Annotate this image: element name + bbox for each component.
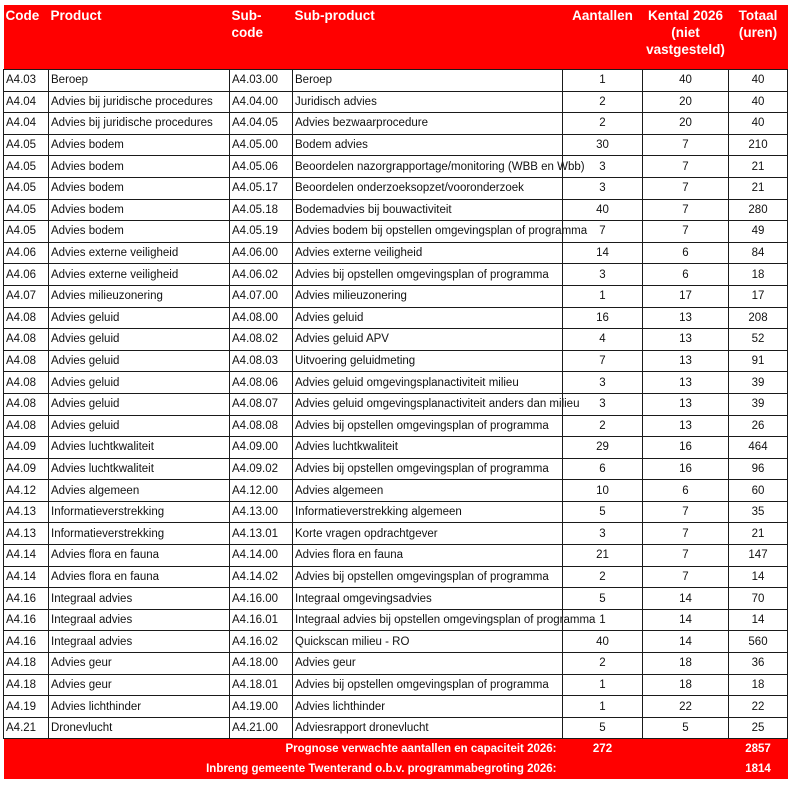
cell-totaal: 147	[729, 545, 788, 567]
cell-subproduct: Bodemadvies bij bouwactiviteit	[293, 199, 563, 221]
cell-aantallen: 2	[563, 415, 643, 437]
cell-aantallen: 2	[563, 113, 643, 135]
cell-totaal: 21	[729, 523, 788, 545]
cell-aantallen: 7	[563, 350, 643, 372]
cell-product: Advies geluid	[49, 350, 230, 372]
cell-subproduct: Uitvoering geluidmeting	[293, 350, 563, 372]
cell-subproduct: Advies geluid omgevingsplanactiviteit milieu	[293, 372, 563, 394]
cell-subcode: A4.05.17	[230, 177, 293, 199]
cell-code: A4.06	[4, 264, 49, 286]
cell-kental: 5	[643, 717, 729, 739]
cell-kental: 7	[643, 134, 729, 156]
table-row	[4, 393, 788, 415]
cell-totaal: 91	[729, 350, 788, 372]
cell-totaal: 208	[729, 307, 788, 329]
cell-aantallen: 2	[563, 653, 643, 675]
table-row	[4, 545, 788, 567]
table-row	[4, 631, 788, 653]
cell-subproduct: Advies bij opstellen omgevingsplan of programma	[293, 566, 563, 588]
cell-kental: 7	[643, 566, 729, 588]
cell-product: Advies luchtkwaliteit	[49, 437, 230, 459]
cell-code: A4.05	[4, 156, 49, 178]
cell-subcode: A4.12.00	[230, 480, 293, 502]
cell-subcode: A4.16.01	[230, 609, 293, 631]
cell-product: Advies algemeen	[49, 480, 230, 502]
cell-code: A4.05	[4, 199, 49, 221]
cell-kental: 40	[643, 70, 729, 92]
cell-subcode: A4.19.00	[230, 696, 293, 718]
cell-subcode: A4.08.02	[230, 329, 293, 351]
cell-aantallen: 3	[563, 156, 643, 178]
cell-subproduct: Advies luchtkwaliteit	[293, 437, 563, 459]
cell-subcode: A4.14.02	[230, 566, 293, 588]
inbreng-label: Inbreng gemeente Twenterand o.b.v. programmabegroting 2026:	[4, 759, 563, 779]
cell-subcode: A4.05.00	[230, 134, 293, 156]
cell-kental: 18	[643, 674, 729, 696]
cell-subproduct: Bodem advies	[293, 134, 563, 156]
cell-aantallen: 40	[563, 631, 643, 653]
prognose-spacer	[643, 739, 729, 760]
cell-aantallen: 3	[563, 264, 643, 286]
cell-totaal: 25	[729, 717, 788, 739]
table-row	[4, 717, 788, 739]
cell-totaal: 18	[729, 264, 788, 286]
inbreng-totaal: 1814	[729, 759, 788, 779]
cell-subproduct: Advies milieuzonering	[293, 285, 563, 307]
cell-aantallen: 1	[563, 70, 643, 92]
cell-product: Advies geur	[49, 674, 230, 696]
cell-product: Advies bij juridische procedures	[49, 91, 230, 113]
cell-kental: 13	[643, 372, 729, 394]
table-row	[4, 653, 788, 675]
cell-product: Advies externe veiligheid	[49, 242, 230, 264]
cell-product: Advies bodem	[49, 177, 230, 199]
table-row	[4, 264, 788, 286]
cell-kental: 7	[643, 221, 729, 243]
cell-subproduct: Advies bij opstellen omgevingsplan of programma	[293, 264, 563, 286]
cell-subcode: A4.05.06	[230, 156, 293, 178]
cell-subcode: A4.08.07	[230, 393, 293, 415]
cell-subcode: A4.03.00	[230, 70, 293, 92]
table-row	[4, 134, 788, 156]
cell-kental: 20	[643, 113, 729, 135]
cell-totaal: 280	[729, 199, 788, 221]
cell-subcode: A4.16.02	[230, 631, 293, 653]
cell-code: A4.09	[4, 437, 49, 459]
cell-product: Advies flora en fauna	[49, 566, 230, 588]
header-kental: Kental 2026 (niet vastgesteld)	[643, 5, 729, 70]
cell-code: A4.08	[4, 350, 49, 372]
cell-product: Advies geur	[49, 653, 230, 675]
cell-subproduct: Juridisch advies	[293, 91, 563, 113]
table-row	[4, 415, 788, 437]
cell-totaal: 26	[729, 415, 788, 437]
cell-aantallen: 10	[563, 480, 643, 502]
cell-code: A4.12	[4, 480, 49, 502]
header-subcode: Sub-code	[230, 5, 293, 70]
cell-code: A4.18	[4, 674, 49, 696]
table-row	[4, 91, 788, 113]
cell-subcode: A4.05.19	[230, 221, 293, 243]
cell-aantallen: 30	[563, 134, 643, 156]
cell-totaal: 22	[729, 696, 788, 718]
cell-product: Advies bij juridische procedures	[49, 113, 230, 135]
table-row	[4, 242, 788, 264]
cell-totaal: 40	[729, 70, 788, 92]
cell-aantallen: 1	[563, 696, 643, 718]
cell-subproduct: Advies bezwaarprocedure	[293, 113, 563, 135]
header-product: Product	[49, 5, 230, 70]
cell-aantallen: 16	[563, 307, 643, 329]
cell-kental: 13	[643, 393, 729, 415]
table-row	[4, 199, 788, 221]
cell-subcode: A4.18.00	[230, 653, 293, 675]
cell-aantallen: 2	[563, 91, 643, 113]
cell-kental: 13	[643, 307, 729, 329]
cell-aantallen: 5	[563, 501, 643, 523]
prognose-totaal: 2857	[729, 739, 788, 760]
cell-subcode: A4.18.01	[230, 674, 293, 696]
cell-kental: 6	[643, 264, 729, 286]
cell-product: Advies geluid	[49, 393, 230, 415]
cell-totaal: 39	[729, 393, 788, 415]
cell-aantallen: 7	[563, 221, 643, 243]
cell-kental: 7	[643, 523, 729, 545]
cell-product: Advies geluid	[49, 372, 230, 394]
cell-product: Advies bodem	[49, 199, 230, 221]
cell-subproduct: Beoordelen onderzoeksopzet/vooronderzoek	[293, 177, 563, 199]
cell-subproduct: Integraal advies bij opstellen omgevingsplan of programma	[293, 609, 563, 631]
cell-code: A4.08	[4, 307, 49, 329]
cell-subproduct: Advies bij opstellen omgevingsplan of programma	[293, 458, 563, 480]
cell-subproduct: Integraal omgevingsadvies	[293, 588, 563, 610]
cell-subcode: A4.08.00	[230, 307, 293, 329]
cell-kental: 7	[643, 501, 729, 523]
cell-subcode: A4.06.00	[230, 242, 293, 264]
table-row	[4, 113, 788, 135]
cell-aantallen: 29	[563, 437, 643, 459]
header-row	[4, 5, 788, 70]
cell-totaal: 96	[729, 458, 788, 480]
cell-aantallen: 5	[563, 717, 643, 739]
inbreng-row	[4, 759, 788, 779]
cell-aantallen: 5	[563, 588, 643, 610]
cell-product: Advies flora en fauna	[49, 545, 230, 567]
table-row	[4, 566, 788, 588]
cell-subproduct: Advies lichthinder	[293, 696, 563, 718]
cell-kental: 18	[643, 653, 729, 675]
cell-subcode: A4.08.06	[230, 372, 293, 394]
cell-subcode: A4.09.00	[230, 437, 293, 459]
cell-product: Integraal advies	[49, 609, 230, 631]
table-row	[4, 501, 788, 523]
table-row	[4, 480, 788, 502]
cell-subproduct: Advies geluid omgevingsplanactiviteit anders dan milieu	[293, 393, 563, 415]
cell-product: Informatieverstrekking	[49, 523, 230, 545]
table-row	[4, 177, 788, 199]
cell-aantallen: 3	[563, 372, 643, 394]
cell-totaal: 14	[729, 566, 788, 588]
table-row	[4, 285, 788, 307]
cell-code: A4.04	[4, 113, 49, 135]
inbreng-spacer-a	[563, 759, 643, 779]
capacity-table	[3, 5, 788, 779]
cell-kental: 13	[643, 415, 729, 437]
cell-code: A4.16	[4, 588, 49, 610]
cell-totaal: 21	[729, 156, 788, 178]
cell-subcode: A4.09.02	[230, 458, 293, 480]
cell-kental: 20	[643, 91, 729, 113]
cell-code: A4.14	[4, 566, 49, 588]
cell-product: Integraal advies	[49, 588, 230, 610]
cell-code: A4.05	[4, 134, 49, 156]
cell-kental: 22	[643, 696, 729, 718]
cell-totaal: 39	[729, 372, 788, 394]
header-code: Code	[4, 5, 49, 70]
cell-subcode: A4.16.00	[230, 588, 293, 610]
table-row	[4, 350, 788, 372]
cell-aantallen: 4	[563, 329, 643, 351]
cell-totaal: 17	[729, 285, 788, 307]
cell-kental: 17	[643, 285, 729, 307]
table-row	[4, 458, 788, 480]
cell-kental: 14	[643, 588, 729, 610]
table-row	[4, 588, 788, 610]
cell-code: A4.04	[4, 91, 49, 113]
cell-aantallen: 1	[563, 285, 643, 307]
table-row	[4, 372, 788, 394]
table-row	[4, 609, 788, 631]
inbreng-spacer-b	[643, 759, 729, 779]
cell-subproduct: Korte vragen opdrachtgever	[293, 523, 563, 545]
cell-subproduct: Quickscan milieu - RO	[293, 631, 563, 653]
cell-totaal: 84	[729, 242, 788, 264]
cell-subcode: A4.08.08	[230, 415, 293, 437]
cell-totaal: 210	[729, 134, 788, 156]
cell-code: A4.09	[4, 458, 49, 480]
cell-totaal: 36	[729, 653, 788, 675]
header-subproduct: Sub-product	[293, 5, 563, 70]
cell-subproduct: Advies algemeen	[293, 480, 563, 502]
cell-subcode: A4.06.02	[230, 264, 293, 286]
cell-code: A4.14	[4, 545, 49, 567]
cell-subproduct: Advies bij opstellen omgevingsplan of programma	[293, 674, 563, 696]
cell-code: A4.08	[4, 415, 49, 437]
table-row	[4, 696, 788, 718]
cell-kental: 16	[643, 437, 729, 459]
cell-totaal: 560	[729, 631, 788, 653]
cell-code: A4.21	[4, 717, 49, 739]
cell-product: Advies externe veiligheid	[49, 264, 230, 286]
table-body	[4, 70, 788, 739]
table-row	[4, 221, 788, 243]
cell-subproduct: Advies externe veiligheid	[293, 242, 563, 264]
cell-kental: 6	[643, 480, 729, 502]
prognose-label: Prognose verwachte aantallen en capaciteit 2026:	[4, 739, 563, 760]
cell-kental: 7	[643, 545, 729, 567]
cell-aantallen: 3	[563, 393, 643, 415]
cell-subcode: A4.08.03	[230, 350, 293, 372]
cell-subcode: A4.04.00	[230, 91, 293, 113]
cell-subcode: A4.13.00	[230, 501, 293, 523]
cell-totaal: 40	[729, 91, 788, 113]
cell-kental: 13	[643, 350, 729, 372]
cell-kental: 14	[643, 631, 729, 653]
cell-aantallen: 3	[563, 177, 643, 199]
cell-kental: 7	[643, 199, 729, 221]
cell-code: A4.06	[4, 242, 49, 264]
prognose-row	[4, 739, 788, 760]
cell-kental: 6	[643, 242, 729, 264]
cell-code: A4.08	[4, 393, 49, 415]
cell-subproduct: Advies geluid APV	[293, 329, 563, 351]
cell-subcode: A4.04.05	[230, 113, 293, 135]
cell-aantallen: 3	[563, 523, 643, 545]
cell-subproduct: Beroep	[293, 70, 563, 92]
header-totaal: Totaal (uren)	[729, 5, 788, 70]
table-row	[4, 523, 788, 545]
cell-subproduct: Informatieverstrekking algemeen	[293, 501, 563, 523]
cell-subcode: A4.13.01	[230, 523, 293, 545]
cell-code: A4.16	[4, 631, 49, 653]
cell-product: Beroep	[49, 70, 230, 92]
table-row	[4, 674, 788, 696]
cell-totaal: 60	[729, 480, 788, 502]
cell-totaal: 464	[729, 437, 788, 459]
cell-product: Advies bodem	[49, 134, 230, 156]
table-row	[4, 329, 788, 351]
cell-subproduct: Advies geluid	[293, 307, 563, 329]
cell-product: Advies lichthinder	[49, 696, 230, 718]
cell-code: A4.05	[4, 221, 49, 243]
cell-code: A4.07	[4, 285, 49, 307]
table-row	[4, 70, 788, 92]
cell-totaal: 35	[729, 501, 788, 523]
cell-code: A4.08	[4, 329, 49, 351]
cell-subcode: A4.21.00	[230, 717, 293, 739]
cell-kental: 13	[643, 329, 729, 351]
cell-totaal: 49	[729, 221, 788, 243]
cell-aantallen: 21	[563, 545, 643, 567]
cell-totaal: 40	[729, 113, 788, 135]
cell-code: A4.18	[4, 653, 49, 675]
cell-totaal: 21	[729, 177, 788, 199]
cell-totaal: 52	[729, 329, 788, 351]
cell-aantallen: 40	[563, 199, 643, 221]
cell-product: Advies geluid	[49, 415, 230, 437]
cell-code: A4.16	[4, 609, 49, 631]
cell-product: Advies geluid	[49, 307, 230, 329]
cell-subproduct: Advies flora en fauna	[293, 545, 563, 567]
cell-totaal: 70	[729, 588, 788, 610]
cell-kental: 7	[643, 156, 729, 178]
cell-product: Advies milieuzonering	[49, 285, 230, 307]
cell-subproduct: Beoordelen nazorgrapportage/monitoring (WBB en Wbb)	[293, 156, 563, 178]
table-row	[4, 156, 788, 178]
table-row	[4, 307, 788, 329]
cell-product: Informatieverstrekking	[49, 501, 230, 523]
cell-subproduct: Advies bodem bij opstellen omgevingsplan of programma	[293, 221, 563, 243]
cell-subproduct: Adviesrapport dronevlucht	[293, 717, 563, 739]
cell-subproduct: Advies bij opstellen omgevingsplan of programma	[293, 415, 563, 437]
cell-kental: 14	[643, 609, 729, 631]
cell-product: Dronevlucht	[49, 717, 230, 739]
cell-aantallen: 1	[563, 674, 643, 696]
cell-subproduct: Advies geur	[293, 653, 563, 675]
cell-code: A4.13	[4, 523, 49, 545]
cell-subcode: A4.14.00	[230, 545, 293, 567]
cell-code: A4.19	[4, 696, 49, 718]
cell-aantallen: 1	[563, 609, 643, 631]
cell-product: Advies bodem	[49, 221, 230, 243]
cell-code: A4.08	[4, 372, 49, 394]
cell-aantallen: 2	[563, 566, 643, 588]
table-row	[4, 437, 788, 459]
cell-aantallen: 14	[563, 242, 643, 264]
cell-code: A4.03	[4, 70, 49, 92]
cell-subcode: A4.05.18	[230, 199, 293, 221]
cell-subcode: A4.07.00	[230, 285, 293, 307]
cell-totaal: 14	[729, 609, 788, 631]
cell-kental: 16	[643, 458, 729, 480]
cell-product: Integraal advies	[49, 631, 230, 653]
cell-kental: 7	[643, 177, 729, 199]
cell-code: A4.13	[4, 501, 49, 523]
cell-product: Advies luchtkwaliteit	[49, 458, 230, 480]
cell-product: Advies geluid	[49, 329, 230, 351]
prognose-aantallen: 272	[563, 739, 643, 760]
cell-totaal: 18	[729, 674, 788, 696]
cell-product: Advies bodem	[49, 156, 230, 178]
header-aantallen: Aantallen	[563, 5, 643, 70]
cell-aantallen: 6	[563, 458, 643, 480]
cell-code: A4.05	[4, 177, 49, 199]
